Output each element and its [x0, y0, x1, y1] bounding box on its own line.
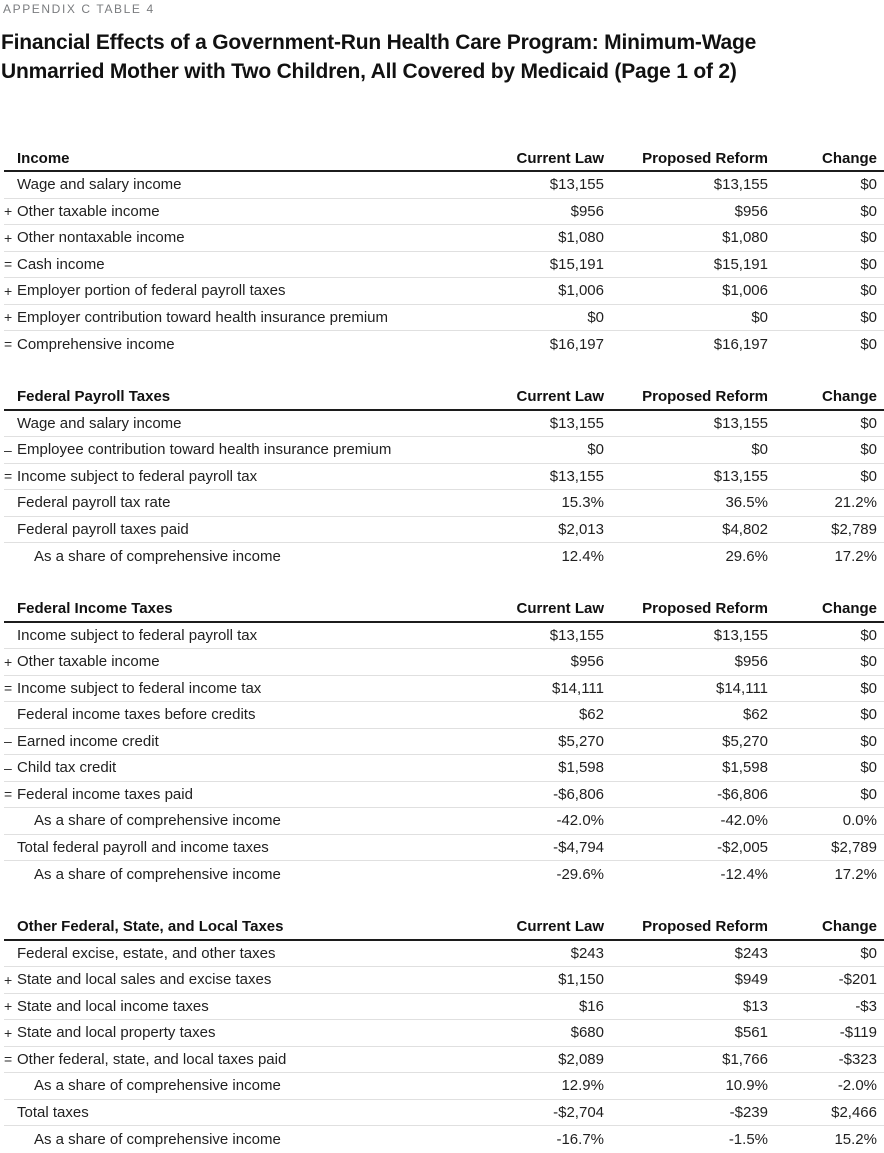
table-row	[4, 252, 884, 279]
value-proposed-reform: -$239	[729, 1103, 768, 1121]
value-change: -$323	[838, 1050, 877, 1068]
table-row	[4, 808, 884, 835]
value-current-law: -$2,704	[553, 1103, 604, 1121]
value-current-law: $2,013	[558, 520, 604, 538]
table-row	[4, 702, 884, 729]
value-change: $0	[860, 706, 877, 724]
page-title	[1, 28, 884, 86]
value-proposed-reform: $15,191	[713, 255, 768, 273]
value-change: $0	[860, 335, 877, 353]
value-current-law: 12.9%	[561, 1077, 604, 1095]
row-label: Other nontaxable income	[17, 229, 185, 247]
row-label: Comprehensive income	[17, 335, 175, 353]
section-heading: Federal Payroll Taxes	[17, 388, 171, 405]
row-label: Other federal, state, and local taxes paid	[17, 1050, 287, 1068]
value-current-law: $1,080	[558, 229, 604, 247]
row-operator: +	[4, 1024, 13, 1041]
table-row	[4, 437, 884, 464]
value-proposed-reform: -12.4%	[720, 865, 768, 883]
value-current-law: $16	[578, 997, 604, 1015]
value-current-law: $0	[587, 441, 604, 459]
table-row	[4, 1073, 884, 1100]
row-label: As a share of comprehensive income	[34, 547, 281, 565]
value-current-law: $5,270	[558, 732, 604, 750]
value-proposed-reform: $561	[734, 1024, 768, 1042]
value-proposed-reform: -42.0%	[720, 812, 768, 830]
table-row	[4, 623, 884, 650]
value-change: -2.0%	[837, 1077, 877, 1095]
appendix-label: APPENDIX C TABLE 4	[3, 2, 155, 16]
row-operator: =	[4, 680, 13, 697]
value-change: 21.2%	[834, 494, 877, 512]
value-change: 15.2%	[834, 1130, 877, 1148]
table-header-row	[4, 385, 884, 411]
value-change: $0	[860, 653, 877, 671]
table-row	[4, 543, 884, 570]
column-header-proposed-reform: Proposed Reform	[642, 388, 768, 405]
value-proposed-reform: -1.5%	[728, 1130, 768, 1148]
value-current-law: -16.7%	[556, 1130, 604, 1148]
row-operator: =	[4, 336, 13, 353]
column-header-current-law: Current Law	[516, 600, 604, 617]
row-label: Federal payroll tax rate	[17, 494, 171, 512]
tables-container	[4, 146, 884, 1153]
value-change: $0	[860, 785, 877, 803]
value-current-law: $62	[578, 706, 604, 724]
value-proposed-reform: -$6,806	[717, 785, 768, 803]
table-row	[4, 1126, 884, 1153]
page-title-line2: Unmarried Mother with Two Children, All Covered by Medicaid (Page 1 of 2)	[1, 60, 737, 83]
value-proposed-reform: $13,155	[713, 626, 768, 644]
value-current-law: 15.3%	[561, 494, 604, 512]
column-header-current-law: Current Law	[516, 388, 604, 405]
value-current-law: $16,197	[549, 335, 604, 353]
value-current-law: 12.4%	[561, 547, 604, 565]
row-operator: –	[4, 733, 12, 750]
row-operator: +	[4, 971, 13, 988]
column-header-proposed-reform: Proposed Reform	[642, 149, 768, 167]
value-current-law: $15,191	[549, 255, 604, 273]
table-header-row	[4, 597, 884, 623]
row-label: As a share of comprehensive income	[34, 865, 281, 883]
table-row	[4, 305, 884, 332]
value-proposed-reform: $1,766	[722, 1050, 768, 1068]
section-heading: Income	[17, 149, 70, 167]
table-row	[4, 517, 884, 544]
column-header-change: Change	[821, 600, 877, 617]
row-label: Income subject to federal payroll tax	[17, 467, 258, 485]
value-change: -$201	[838, 971, 877, 989]
column-header-change: Change	[821, 149, 877, 167]
row-label: State and local property taxes	[17, 1024, 216, 1042]
value-current-law: $13,155	[549, 467, 604, 485]
column-header-proposed-reform: Proposed Reform	[642, 918, 768, 935]
value-current-law: -42.0%	[556, 812, 604, 830]
value-current-law: -$4,794	[553, 838, 604, 856]
value-proposed-reform: $0	[751, 308, 768, 326]
value-current-law: $0	[587, 308, 604, 326]
table-row	[4, 835, 884, 862]
table-row	[4, 411, 884, 438]
value-change: $2,466	[831, 1103, 877, 1121]
column-header-change: Change	[821, 388, 877, 405]
value-proposed-reform: $4,802	[722, 520, 768, 538]
column-header-proposed-reform: Proposed Reform	[642, 600, 768, 617]
column-header-current-law: Current Law	[516, 149, 604, 167]
row-label: Employer contribution toward health insurance premium	[17, 308, 389, 326]
table-row	[4, 676, 884, 703]
value-change: $0	[860, 308, 877, 326]
value-change: $0	[860, 202, 877, 220]
table-row	[4, 1020, 884, 1047]
value-change: 0.0%	[842, 812, 877, 830]
row-operator: =	[4, 468, 13, 485]
section-heading: Federal Income Taxes	[17, 600, 173, 617]
value-proposed-reform: $13	[742, 997, 768, 1015]
value-current-law: $1,006	[558, 282, 604, 300]
row-label: Employer portion of federal payroll taxes	[17, 282, 286, 300]
table-row	[4, 225, 884, 252]
value-change: 17.2%	[834, 547, 877, 565]
table-row	[4, 782, 884, 809]
row-label: As a share of comprehensive income	[34, 1130, 281, 1148]
value-change: $0	[860, 759, 877, 777]
value-proposed-reform: $13,155	[713, 176, 768, 194]
value-change: $2,789	[831, 838, 877, 856]
value-current-law: -$6,806	[553, 785, 604, 803]
value-change: $0	[860, 626, 877, 644]
page-title-line1: Financial Effects of a Government-Run Health Care Program: Minimum-Wage	[1, 31, 757, 54]
column-header-change: Change	[821, 918, 877, 935]
value-change: -$3	[855, 997, 877, 1015]
value-change: $0	[860, 679, 877, 697]
value-current-law: $13,155	[549, 176, 604, 194]
value-change: $0	[860, 229, 877, 247]
table-row	[4, 278, 884, 305]
value-change: -$119	[839, 1024, 877, 1042]
value-current-law: $956	[570, 653, 604, 671]
row-label: Cash income	[17, 255, 105, 273]
value-proposed-reform: $0	[751, 441, 768, 459]
value-proposed-reform: $243	[734, 944, 768, 962]
value-change: $0	[860, 467, 877, 485]
value-proposed-reform: $13,155	[713, 414, 768, 432]
value-current-law: $680	[570, 1024, 604, 1042]
value-current-law: $956	[570, 202, 604, 220]
row-label: Federal income taxes before credits	[17, 706, 256, 724]
row-operator: =	[4, 1051, 13, 1068]
row-label: Total federal payroll and income taxes	[17, 838, 269, 856]
row-label: Federal income taxes paid	[17, 785, 193, 803]
table-row	[4, 994, 884, 1021]
value-proposed-reform: $5,270	[722, 732, 768, 750]
table-row	[4, 729, 884, 756]
value-change: $0	[860, 732, 877, 750]
value-current-law: $243	[570, 944, 604, 962]
row-label: Child tax credit	[17, 759, 117, 777]
table-row	[4, 490, 884, 517]
value-current-law: $13,155	[549, 414, 604, 432]
value-proposed-reform: 36.5%	[725, 494, 768, 512]
value-proposed-reform: $1,080	[722, 229, 768, 247]
table-row	[4, 941, 884, 968]
table-row	[4, 1047, 884, 1074]
row-label: State and local sales and excise taxes	[17, 971, 272, 989]
row-operator: +	[4, 203, 13, 220]
value-proposed-reform: $16,197	[713, 335, 768, 353]
table-row	[4, 199, 884, 226]
value-change: 17.2%	[834, 865, 877, 883]
value-proposed-reform: $1,598	[722, 759, 768, 777]
value-current-law: $1,150	[558, 971, 604, 989]
row-operator: +	[4, 309, 13, 326]
value-proposed-reform: $956	[734, 653, 768, 671]
value-proposed-reform: $1,006	[722, 282, 768, 300]
row-operator: +	[4, 998, 13, 1015]
row-operator: +	[4, 653, 13, 670]
table-row	[4, 464, 884, 491]
value-change: $0	[860, 944, 877, 962]
table-row	[4, 1100, 884, 1127]
section-heading: Other Federal, State, and Local Taxes	[17, 918, 284, 935]
row-label: Federal excise, estate, and other taxes	[17, 944, 276, 962]
row-operator: +	[4, 229, 13, 246]
row-label: Wage and salary income	[17, 176, 182, 194]
value-proposed-reform: $956	[734, 202, 768, 220]
column-header-current-law: Current Law	[516, 918, 604, 935]
row-label: Total taxes	[17, 1103, 89, 1121]
value-change: $0	[860, 282, 877, 300]
value-current-law: $14,111	[552, 679, 604, 697]
value-current-law: $13,155	[549, 626, 604, 644]
value-proposed-reform: -$2,005	[717, 838, 768, 856]
row-label: Wage and salary income	[17, 414, 182, 432]
row-operator: =	[4, 786, 13, 803]
table-section	[4, 915, 884, 1153]
table-section	[4, 146, 884, 358]
table-row	[4, 649, 884, 676]
table-section	[4, 385, 884, 570]
table-row	[4, 172, 884, 199]
table-header-row	[4, 146, 884, 172]
table-row	[4, 331, 884, 358]
value-change: $0	[860, 414, 877, 432]
table-row	[4, 967, 884, 994]
value-proposed-reform: $62	[742, 706, 768, 724]
row-label: Other taxable income	[17, 202, 160, 220]
table-row	[4, 755, 884, 782]
value-proposed-reform: $949	[734, 971, 768, 989]
value-proposed-reform: $14,111	[716, 679, 768, 697]
row-label: Income subject to federal payroll tax	[17, 626, 258, 644]
row-label: Employee contribution toward health insurance premium	[17, 441, 392, 459]
row-label: Federal payroll taxes paid	[17, 520, 189, 538]
row-operator: –	[4, 759, 12, 776]
row-label: As a share of comprehensive income	[34, 812, 281, 830]
value-change: $0	[860, 441, 877, 459]
value-change: $2,789	[831, 520, 877, 538]
value-proposed-reform: $13,155	[713, 467, 768, 485]
value-proposed-reform: 29.6%	[725, 547, 768, 565]
row-label: Income subject to federal income tax	[17, 679, 262, 697]
value-current-law: -29.6%	[556, 865, 604, 883]
row-label: Earned income credit	[17, 732, 159, 750]
value-current-law: $1,598	[558, 759, 604, 777]
value-current-law: $2,089	[558, 1050, 604, 1068]
row-label: Other taxable income	[17, 653, 160, 671]
row-label: As a share of comprehensive income	[34, 1077, 281, 1095]
value-change: $0	[860, 176, 877, 194]
table-header-row	[4, 915, 884, 941]
value-change: $0	[860, 255, 877, 273]
table-row	[4, 861, 884, 888]
row-operator: =	[4, 256, 13, 273]
row-operator: –	[4, 441, 12, 458]
table-section	[4, 597, 884, 888]
value-proposed-reform: 10.9%	[725, 1077, 768, 1095]
row-label: State and local income taxes	[17, 997, 209, 1015]
row-operator: +	[4, 282, 13, 299]
